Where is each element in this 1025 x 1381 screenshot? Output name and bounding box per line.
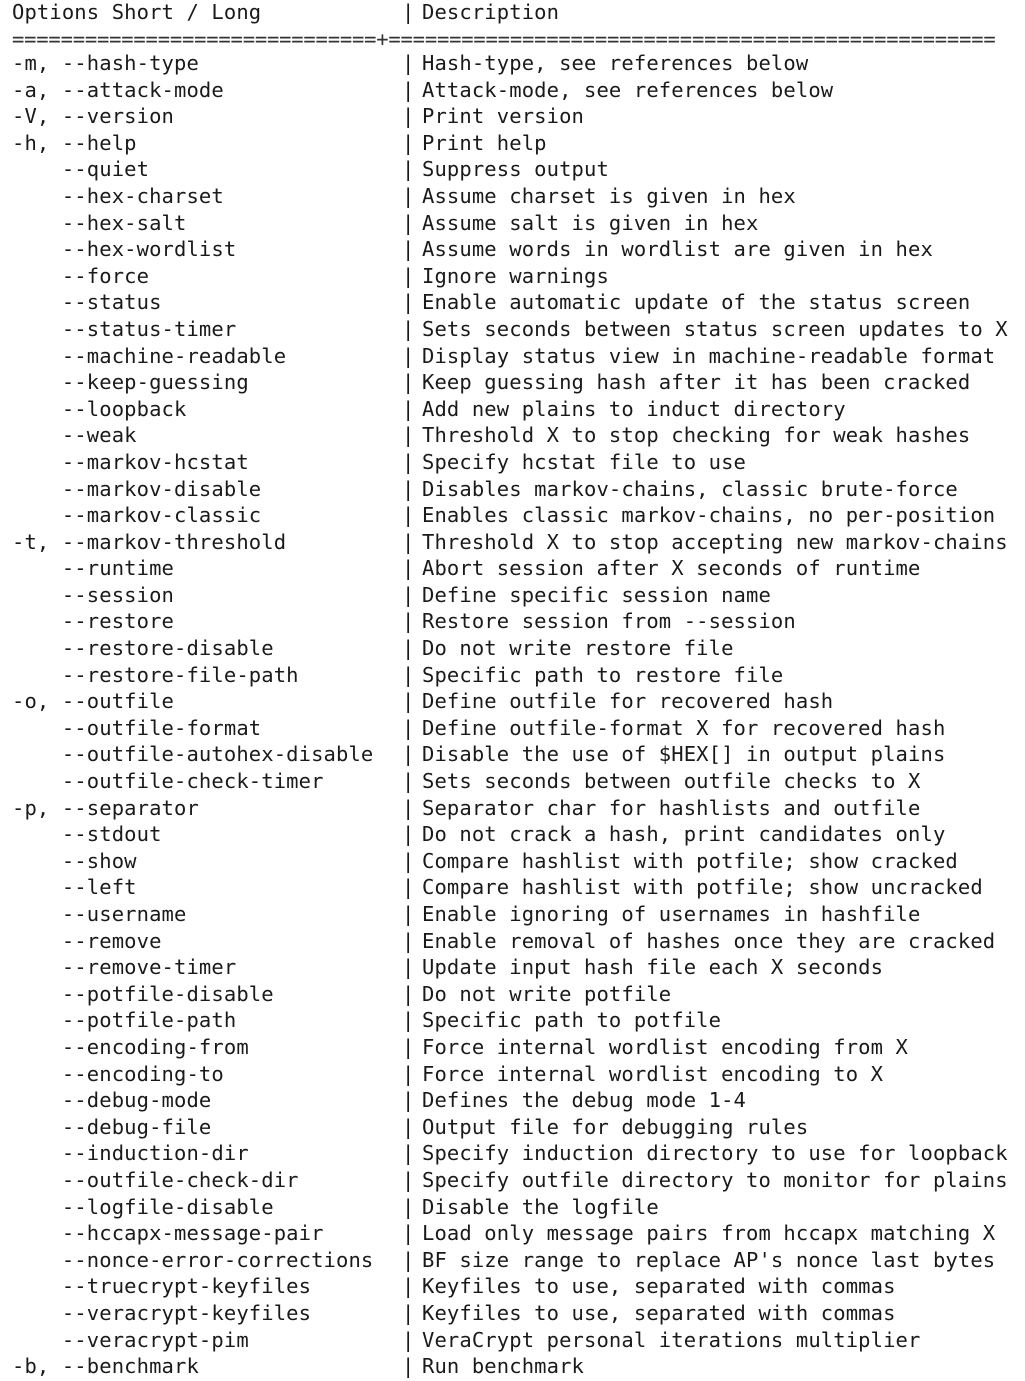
table-row — [12, 715, 1025, 742]
column-divider: | — [402, 636, 415, 661]
column-divider: | — [402, 1114, 415, 1139]
column-divider: | — [402, 1274, 415, 1299]
table-row — [12, 795, 1025, 822]
table-row — [12, 1247, 1025, 1274]
table-header — [12, 0, 1025, 28]
option-description: Enable automatic update of the status screen — [422, 290, 971, 315]
option-description: Compare hashlist with potfile; show cracked — [422, 848, 958, 873]
column-divider: | — [402, 210, 415, 235]
table-row — [12, 1220, 1025, 1247]
column-divider: | — [402, 848, 415, 873]
column-divider: | — [402, 1247, 415, 1272]
option-name: --keep-guessing — [12, 370, 249, 395]
option-description: Run benchmark — [422, 1354, 585, 1379]
table-row — [12, 396, 1025, 423]
column-divider: | — [402, 51, 415, 75]
table-row — [12, 741, 1025, 768]
option-description: Threshold X to stop checking for weak hashes — [422, 423, 971, 448]
option-description: Keyfiles to use, separated with commas — [422, 1274, 896, 1299]
table-row — [12, 130, 1025, 157]
option-name: --potfile-path — [12, 1008, 237, 1033]
table-row — [12, 1194, 1025, 1221]
option-description: Specify outfile directory to monitor for plains — [422, 1167, 1008, 1192]
option-name: -V, --version — [12, 104, 175, 129]
option-name: -m, --hash-type — [12, 51, 199, 75]
column-divider: | — [402, 662, 415, 687]
column-divider: | — [402, 769, 415, 794]
column-divider: | — [402, 742, 415, 767]
table-row — [12, 369, 1025, 396]
column-divider: | — [402, 343, 415, 368]
column-divider: | — [402, 875, 415, 900]
option-description: Suppress output — [422, 157, 609, 182]
column-divider: | — [402, 1061, 415, 1086]
table-row — [12, 555, 1025, 582]
table-row — [12, 476, 1025, 503]
column-divider: | — [402, 1141, 415, 1166]
table-row — [12, 1327, 1025, 1354]
table-row — [12, 821, 1025, 848]
column-divider: | — [402, 981, 415, 1006]
column-divider: | — [402, 290, 415, 315]
table-row — [12, 103, 1025, 130]
column-divider: | — [402, 822, 415, 847]
option-description: Specific path to potfile — [422, 1008, 722, 1033]
column-divider: | — [402, 582, 415, 607]
option-name: -t, --markov-threshold — [12, 529, 287, 554]
column-divider: | — [402, 1088, 415, 1113]
option-description: Hash-type, see references below — [422, 51, 809, 75]
column-divider: | — [402, 955, 415, 980]
column-divider: | — [402, 1008, 415, 1033]
option-name: --status-timer — [12, 316, 237, 341]
option-name: --runtime — [12, 556, 175, 581]
option-description: Load only message pairs from hccapx matching X — [422, 1221, 996, 1246]
table-row — [12, 1273, 1025, 1300]
option-description: Threshold X to stop accepting new markov-chains — [422, 529, 1008, 554]
option-description: VeraCrypt personal iterations multiplier — [422, 1327, 921, 1352]
table-row — [12, 1007, 1025, 1034]
option-name: --debug-file — [12, 1114, 212, 1139]
option-description: Add new plains to induct directory — [422, 396, 846, 421]
column-divider: | — [402, 316, 415, 341]
option-name: --encoding-to — [12, 1061, 224, 1086]
option-description: BF size range to replace AP's nonce last bytes — [422, 1247, 996, 1272]
options-table — [12, 0, 1025, 1380]
option-description: Specify induction directory to use for loopback — [422, 1141, 1008, 1166]
column-divider: | — [402, 1221, 415, 1246]
table-row — [12, 582, 1025, 609]
column-divider: | — [402, 795, 415, 820]
column-divider: | — [402, 1194, 415, 1219]
option-name: --status — [12, 290, 162, 315]
table-row — [12, 1300, 1025, 1327]
column-divider: | — [402, 183, 415, 208]
column-divider: | — [402, 556, 415, 581]
table-body — [12, 50, 1025, 1380]
table-row — [12, 156, 1025, 183]
option-name: --debug-mode — [12, 1088, 212, 1113]
option-description: Ignore warnings — [422, 263, 609, 288]
option-name: -o, --outfile — [12, 689, 175, 714]
column-divider: | — [402, 423, 415, 448]
column-divider: | — [402, 0, 415, 24]
option-name: --left — [12, 875, 137, 900]
table-row — [12, 1140, 1025, 1167]
table-row — [12, 981, 1025, 1008]
column-divider: | — [402, 715, 415, 740]
option-name: --restore-file-path — [12, 662, 299, 687]
option-name: -h, --help — [12, 130, 137, 155]
option-description: Define outfile-format X for recovered hash — [422, 715, 946, 740]
table-row — [12, 502, 1025, 529]
option-description: Output file for debugging rules — [422, 1114, 809, 1139]
option-name: -p, --separator — [12, 795, 199, 820]
option-description: Disable the logfile — [422, 1194, 659, 1219]
option-description: Enable ignoring of usernames in hashfile — [422, 902, 921, 926]
option-name: --show — [12, 848, 137, 873]
column-divider: | — [402, 609, 415, 634]
option-name: --induction-dir — [12, 1141, 249, 1166]
table-row — [12, 343, 1025, 370]
column-divider: | — [402, 689, 415, 714]
column-divider: | — [402, 237, 415, 262]
option-name: --hex-wordlist — [12, 237, 237, 262]
option-name: --remove-timer — [12, 955, 237, 980]
option-name: --loopback — [12, 396, 187, 421]
table-row — [12, 608, 1025, 635]
column-divider: | — [402, 396, 415, 421]
column-divider: | — [402, 130, 415, 155]
option-name: --markov-classic — [12, 503, 262, 528]
option-name: --nonce-error-corrections — [12, 1247, 374, 1272]
table-row — [12, 183, 1025, 210]
table-row — [12, 768, 1025, 795]
description-column-header: Description — [422, 0, 560, 24]
option-name: --outfile-autohex-disable — [12, 742, 374, 767]
option-name: --encoding-from — [12, 1034, 249, 1059]
option-description: Define outfile for recovered hash — [422, 689, 834, 714]
column-divider: | — [402, 503, 415, 528]
table-row — [12, 422, 1025, 449]
table-row — [12, 316, 1025, 343]
option-description: Do not write potfile — [422, 981, 672, 1006]
column-divider: | — [402, 370, 415, 395]
table-row — [12, 236, 1025, 263]
option-name: -b, --benchmark — [12, 1354, 199, 1379]
option-description: Define specific session name — [422, 582, 771, 607]
table-row — [12, 1353, 1025, 1380]
table-row — [12, 529, 1025, 556]
table-row — [12, 635, 1025, 662]
option-name: --outfile-check-dir — [12, 1167, 299, 1192]
option-name: --potfile-disable — [12, 981, 274, 1006]
column-divider: | — [402, 77, 415, 102]
table-row — [12, 210, 1025, 237]
option-description: Specific path to restore file — [422, 662, 784, 687]
option-description: Assume salt is given in hex — [422, 210, 759, 235]
column-divider: | — [402, 1300, 415, 1325]
table-row — [12, 449, 1025, 476]
column-divider: | — [402, 902, 415, 926]
option-name: --remove — [12, 928, 162, 953]
option-name: --logfile-disable — [12, 1194, 274, 1219]
option-description: Sets seconds between status screen updates to X — [422, 316, 1008, 341]
option-name: -a, --attack-mode — [12, 77, 224, 102]
option-description: Force internal wordlist encoding from X — [422, 1034, 909, 1059]
table-row — [12, 901, 1025, 928]
table-row — [12, 1167, 1025, 1194]
table-row — [12, 1061, 1025, 1088]
option-description: Specify hcstat file to use — [422, 449, 747, 474]
option-name: --veracrypt-keyfiles — [12, 1300, 312, 1325]
option-description: Restore session from --session — [422, 609, 796, 634]
option-description: Force internal wordlist encoding to X — [422, 1061, 884, 1086]
table-row — [12, 1114, 1025, 1141]
option-description: Assume words in wordlist are given in hex — [422, 237, 933, 262]
table-row — [12, 928, 1025, 955]
option-name: --hex-salt — [12, 210, 187, 235]
table-row — [12, 263, 1025, 290]
table-row — [12, 688, 1025, 715]
option-name: --weak — [12, 423, 137, 448]
option-description: Display status view in machine-readable format — [422, 343, 996, 368]
table-row — [12, 1087, 1025, 1114]
column-divider: | — [402, 449, 415, 474]
option-name: --truecrypt-keyfiles — [12, 1274, 312, 1299]
table-row — [12, 289, 1025, 316]
option-description: Enables classic markov-chains, no per-position — [422, 503, 996, 528]
option-name: --hccapx-message-pair — [12, 1221, 324, 1246]
option-description: Compare hashlist with potfile; show uncracked — [422, 875, 983, 900]
column-divider: | — [402, 1167, 415, 1192]
header-separator: ==============================+================================================== — [12, 28, 996, 50]
table-row — [12, 77, 1025, 104]
option-name: --username — [12, 902, 187, 926]
option-name: --restore-disable — [12, 636, 274, 661]
table-row — [12, 50, 1025, 77]
column-divider: | — [402, 263, 415, 288]
table-row — [12, 954, 1025, 981]
option-name: --veracrypt-pim — [12, 1327, 249, 1352]
table-row — [12, 1034, 1025, 1061]
column-divider: | — [402, 157, 415, 182]
option-name: --hex-charset — [12, 183, 224, 208]
table-row — [12, 662, 1025, 689]
column-divider: | — [402, 1327, 415, 1352]
option-name: --markov-disable — [12, 476, 262, 501]
column-divider: | — [402, 476, 415, 501]
table-row — [12, 848, 1025, 875]
option-description: Print version — [422, 104, 585, 129]
option-description: Assume charset is given in hex — [422, 183, 796, 208]
option-name: --markov-hcstat — [12, 449, 249, 474]
option-name: --stdout — [12, 822, 162, 847]
option-name: --session — [12, 582, 175, 607]
option-name: --force — [12, 263, 150, 288]
option-description: Update input hash file each X seconds — [422, 955, 884, 980]
option-name: --outfile-format — [12, 715, 262, 740]
option-description: Do not crack a hash, print candidates only — [422, 822, 946, 847]
column-divider: | — [402, 529, 415, 554]
option-description: Keep guessing hash after it has been cracked — [422, 370, 971, 395]
options-column-header: Options Short / Long — [12, 0, 262, 24]
option-description: Separator char for hashlists and outfile — [422, 795, 921, 820]
option-description: Disables markov-chains, classic brute-force — [422, 476, 958, 501]
option-description: Abort session after X seconds of runtime — [422, 556, 921, 581]
option-description: Sets seconds between outfile checks to X — [422, 769, 921, 794]
option-name: --machine-readable — [12, 343, 287, 368]
option-description: Print help — [422, 130, 547, 155]
option-name: --outfile-check-timer — [12, 769, 324, 794]
option-description: Defines the debug mode 1-4 — [422, 1088, 747, 1113]
option-description: Attack-mode, see references below — [422, 77, 834, 102]
option-description: Do not write restore file — [422, 636, 734, 661]
option-name: --quiet — [12, 157, 150, 182]
column-divider: | — [402, 928, 415, 953]
column-divider: | — [402, 1034, 415, 1059]
option-description: Disable the use of $HEX[] in output plains — [422, 742, 946, 767]
option-description: Keyfiles to use, separated with commas — [422, 1300, 896, 1325]
option-name: --restore — [12, 609, 175, 634]
column-divider: | — [402, 1354, 415, 1379]
column-divider: | — [402, 104, 415, 129]
table-row — [12, 874, 1025, 901]
option-description: Enable removal of hashes once they are cracked — [422, 928, 996, 953]
